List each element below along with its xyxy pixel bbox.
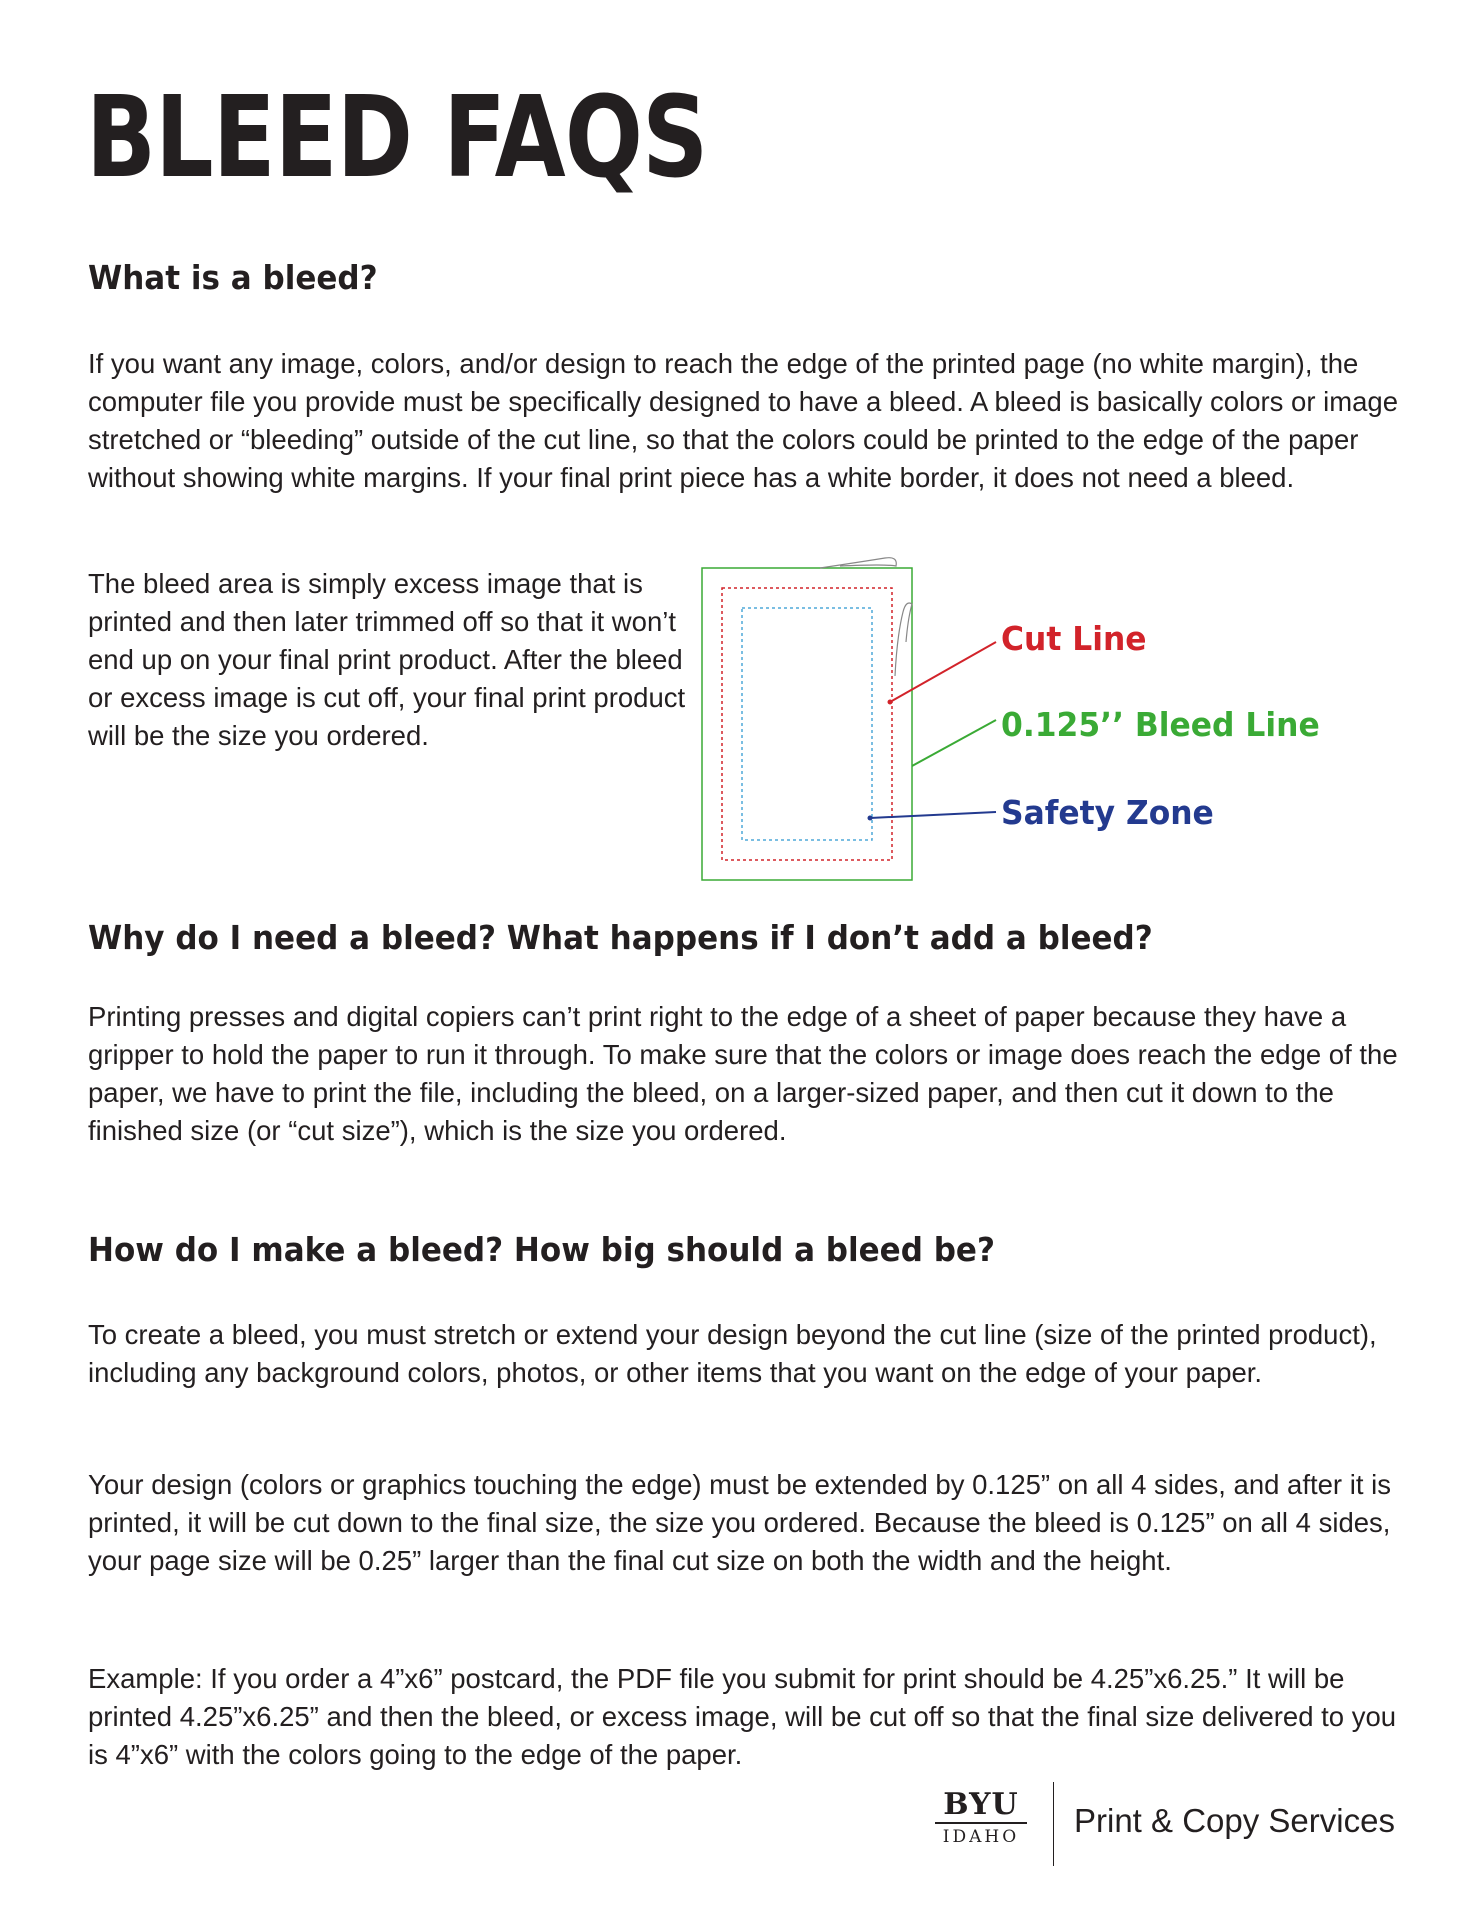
- cut-line-leader: [890, 642, 996, 702]
- curl-side-icon: [895, 603, 912, 676]
- paragraph-why-bleed: Printing presses and digital copiers can’t print right to the edge of a sheet of paper because they have a gripper to hold the paper to run it through. To make sure that the colors or image does reach the edge of the paper, we have to print the file, including the bleed, on a larger-sized paper, and then cut it down to the finished size (or “cut size”), which is the size you ordered.: [88, 1001, 1398, 1146]
- section-heading-what-is-bleed: What is a bleed?: [88, 258, 378, 297]
- page-title: BLEED FAQS: [86, 73, 708, 203]
- paragraph-what-is-bleed: If you want any image, colors, and/or design to reach the edge of the printed page (no white margin), the computer file you provide must be specifically designed to have a bleed. A bleed is basically colors or image stretched or “bleeding” outside of the cut line, so that the colors could be printed to the edge of the paper without showing white margins. If your final print piece has a white border, it does not need a bleed.: [88, 348, 1399, 493]
- bleed-line-label: 0.125’’ Bleed Line: [1001, 705, 1320, 744]
- paragraph-example: Example: If you order a 4”x6” postcard, the PDF file you submit for print should be 4.25”x6.25.” It will be printed 4.25”x6.25” and then the bleed, or excess image, will be cut off so that the final size delivered to you is 4”x6” with the colors going to the edge of the paper.: [88, 1663, 1397, 1770]
- bleed-diagram: [700, 556, 1340, 886]
- cut-line-dot: [888, 700, 893, 705]
- cut-line-label: Cut Line: [1001, 619, 1147, 658]
- section-heading-why-bleed: Why do I need a bleed? What happens if I don’t add a bleed?: [88, 918, 1153, 957]
- safety-zone-dot: [868, 816, 873, 821]
- logo-idaho-text: IDAHO: [942, 1827, 1020, 1847]
- safety-zone-label: Safety Zone: [1001, 793, 1214, 832]
- logo-rule: [935, 1822, 1027, 1824]
- paragraph-bleed-size: Your design (colors or graphics touching the edge) must be extended by 0.125” on all 4 sides, and after it is printed, it will be cut down to the final size, the size you ordered. Because the bleed is 0.125” on all 4 sides, your page size will be 0.25” larger than the final cut size on both the width and the height.: [88, 1469, 1391, 1576]
- paragraph-how-bleed: To create a bleed, you must stretch or extend your design beyond the cut line (size of the printed product), including any background colors, photos, or other items that you want on the edge of your paper.: [88, 1319, 1377, 1388]
- footer-divider: [1053, 1782, 1054, 1866]
- cut-line-rect: [722, 588, 892, 860]
- footer-service-name: Print & Copy Services: [1074, 1802, 1395, 1839]
- safety-zone-rect: [742, 608, 872, 840]
- safety-zone-leader: [870, 812, 996, 818]
- bleed-line-leader: [912, 720, 996, 766]
- logo-byu-text: BYU: [943, 1787, 1019, 1822]
- section-heading-how-bleed: How do I make a bleed? How big should a bleed be?: [88, 1230, 995, 1269]
- byu-idaho-logo: [935, 1787, 1035, 1850]
- curl-top-icon: [820, 558, 896, 568]
- bleed-line-rect: [702, 568, 912, 880]
- paragraph-bleed-area: The bleed area is simply excess image that is printed and then later trimmed off so that it won’t end up on your final print product. After the bleed or excess image is cut off, your final print product will be the size you ordered.: [88, 568, 686, 751]
